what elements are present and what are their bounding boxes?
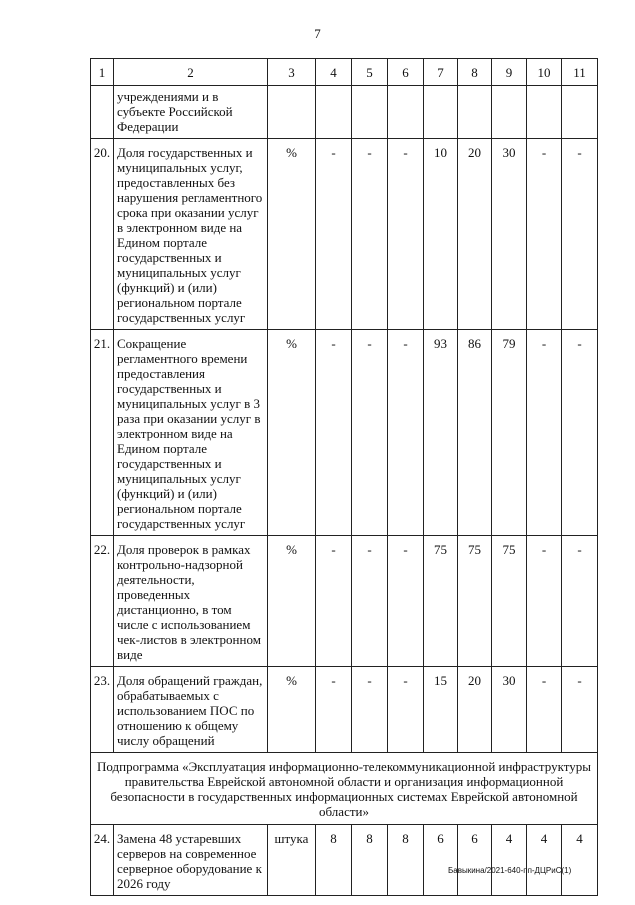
row-value: 75 bbox=[492, 536, 527, 667]
row-description: Замена 48 устаревших серверов на современное серверное оборудование к 2026 году bbox=[114, 825, 268, 896]
subprogram-row bbox=[91, 753, 598, 825]
row-unit: штука bbox=[268, 825, 316, 896]
row-unit: % bbox=[268, 536, 316, 667]
row-value: 4 bbox=[492, 825, 527, 896]
row-description: Доля проверок в рамках контрольно-надзорной деятельности, проведенных дистанционно, в том числе с использованием чек-листов в электронном виде bbox=[114, 536, 268, 667]
row-value: 8 bbox=[388, 825, 424, 896]
row-value: - bbox=[352, 667, 388, 753]
row-value: - bbox=[316, 536, 352, 667]
row-value: 6 bbox=[458, 825, 492, 896]
row-value: 75 bbox=[458, 536, 492, 667]
header-cell: 5 bbox=[352, 59, 388, 86]
row-value: 4 bbox=[562, 825, 598, 896]
row-value: - bbox=[352, 536, 388, 667]
row-number: 22. bbox=[91, 536, 114, 667]
row-unit: % bbox=[268, 139, 316, 330]
table-row bbox=[91, 825, 598, 896]
row-value: - bbox=[316, 667, 352, 753]
table-row bbox=[91, 330, 598, 536]
row-value: - bbox=[388, 139, 424, 330]
row-value: 86 bbox=[458, 330, 492, 536]
row-value: - bbox=[527, 667, 562, 753]
row-value: 8 bbox=[316, 825, 352, 896]
row-value: 4 bbox=[527, 825, 562, 896]
row-value: - bbox=[527, 536, 562, 667]
row-value: 30 bbox=[492, 667, 527, 753]
row-value: - bbox=[562, 536, 598, 667]
row-description: Сокращение регламентного времени предоставления государственных и муниципальных услуг в 3 раза при оказании услуг в электронном виде на Едином портале государственных и муниципальных услуг (функций) и (или) региональном портале государственных услуг bbox=[114, 330, 268, 536]
row-value: - bbox=[316, 139, 352, 330]
row-value: - bbox=[527, 330, 562, 536]
header-cell: 8 bbox=[458, 59, 492, 86]
table-row bbox=[91, 536, 598, 667]
header-cell: 3 bbox=[268, 59, 316, 86]
row-unit: % bbox=[268, 667, 316, 753]
page-number: 7 bbox=[314, 26, 321, 41]
header-cell: 2 bbox=[114, 59, 268, 86]
row-value: - bbox=[562, 330, 598, 536]
row-number: 20. bbox=[91, 139, 114, 330]
row-value: 93 bbox=[424, 330, 458, 536]
row-number: 21. bbox=[91, 330, 114, 536]
indicators-table bbox=[90, 58, 598, 896]
row-number: 24. bbox=[91, 825, 114, 896]
row-description: Доля государственных и муниципальных услуг, предоставленных без нарушения регламентного срока при оказании услуг в электронном виде на Едином портале государственных и муниципальных услуг (функций) и (или) региональном портале государственных услуг bbox=[114, 139, 268, 330]
continuation-row bbox=[91, 86, 598, 139]
header-cell: 9 bbox=[492, 59, 527, 86]
header-row bbox=[91, 59, 598, 86]
header-cell: 6 bbox=[388, 59, 424, 86]
row-value: 79 bbox=[492, 330, 527, 536]
row-value: - bbox=[388, 667, 424, 753]
row-value: 6 bbox=[424, 825, 458, 896]
row-value: - bbox=[562, 139, 598, 330]
row-value: 20 bbox=[458, 139, 492, 330]
header-cell: 1 bbox=[91, 59, 114, 86]
header-cell: 11 bbox=[562, 59, 598, 86]
row-value: 20 bbox=[458, 667, 492, 753]
row-value: - bbox=[316, 330, 352, 536]
document-footer: Бавыкина/2021-640-пп-ДЦРиС(1) bbox=[448, 866, 572, 875]
header-cell: 4 bbox=[316, 59, 352, 86]
row-unit: % bbox=[268, 330, 316, 536]
subprogram-heading: Подпрограмма «Эксплуатация информационно-телекоммуникационной инфраструктуры правительства Еврейской автономной области и организация информационной безопасности в государственных информационных системах Еврейской автономной области» bbox=[91, 753, 598, 825]
header-cell: 7 bbox=[424, 59, 458, 86]
header-cell: 10 bbox=[527, 59, 562, 86]
row-value: - bbox=[562, 667, 598, 753]
table-row bbox=[91, 139, 598, 330]
row-value: - bbox=[388, 536, 424, 667]
row-value: 15 bbox=[424, 667, 458, 753]
row-value: - bbox=[527, 139, 562, 330]
row-value: 30 bbox=[492, 139, 527, 330]
row-value: - bbox=[388, 330, 424, 536]
continuation-text: учреждениями и в субъекте Российской Федерации bbox=[114, 86, 268, 139]
table-row bbox=[91, 667, 598, 753]
row-value: 75 bbox=[424, 536, 458, 667]
row-number: 23. bbox=[91, 667, 114, 753]
row-value: 8 bbox=[352, 825, 388, 896]
row-value: - bbox=[352, 330, 388, 536]
row-description: Доля обращений граждан, обрабатываемых с использованием ПОС по отношению к общему числу обращений bbox=[114, 667, 268, 753]
row-value: - bbox=[352, 139, 388, 330]
row-value: 10 bbox=[424, 139, 458, 330]
